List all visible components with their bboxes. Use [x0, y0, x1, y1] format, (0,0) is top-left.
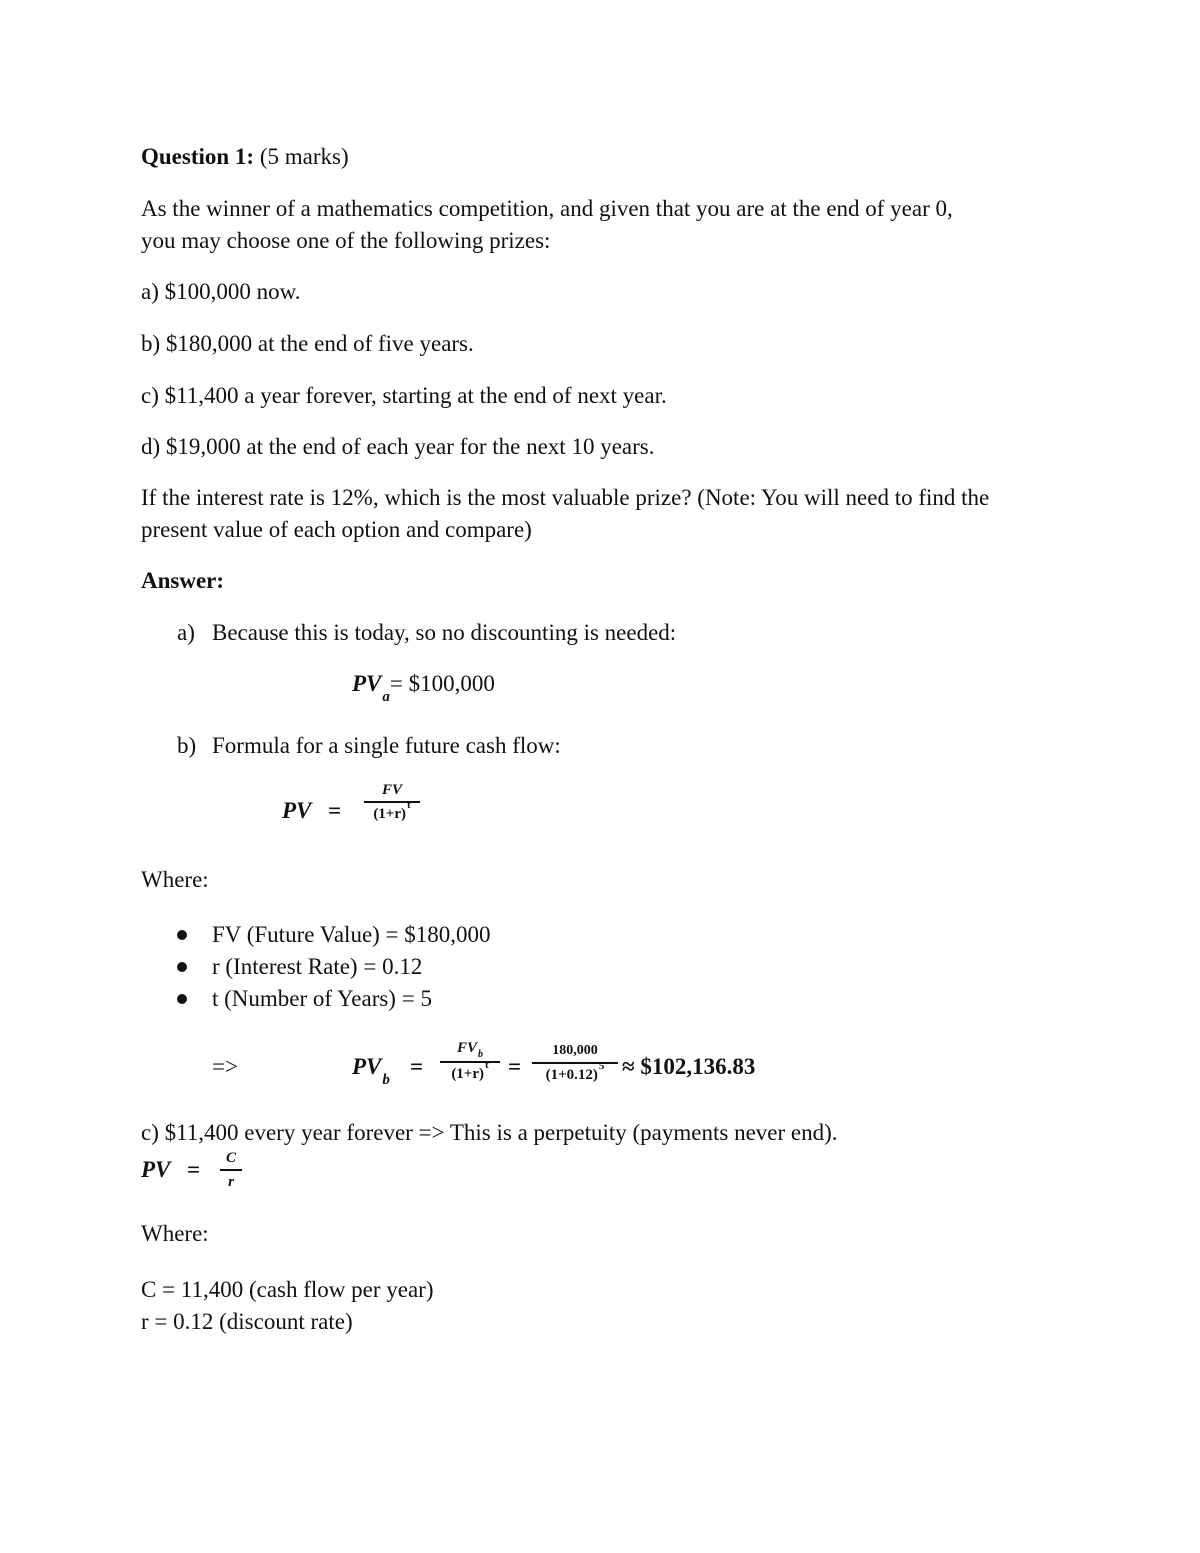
def-r: r = 0.12 (discount rate): [141, 1309, 353, 1334]
answer-b-marker: b): [177, 733, 197, 758]
calc-denominator-1-exp: t: [485, 1059, 489, 1071]
fraction-bar: [440, 1061, 500, 1063]
formula-equals: =: [328, 798, 342, 823]
bullet-icon: [177, 962, 187, 972]
pv-subscript: a: [382, 689, 390, 705]
fraction-bar: [220, 1169, 242, 1171]
bullet-fv: FV (Future Value) = $180,000: [212, 922, 491, 947]
calc-equals-2: =: [508, 1054, 522, 1079]
answer-b-text: Formula for a single future cash flow:: [212, 733, 561, 758]
calc-fraction-2: [532, 1042, 618, 1085]
bullet-r: r (Interest Rate) = 0.12: [212, 954, 423, 979]
where-label-b: Where:: [141, 867, 209, 892]
prompt-line2: present value of each option and compare): [141, 517, 532, 542]
pv-symbol: PV: [352, 671, 382, 696]
formula-pv: PV: [282, 798, 312, 823]
fraction-bar: [532, 1062, 618, 1064]
formula-fraction: [364, 781, 420, 824]
question-marks: (5 marks): [259, 144, 349, 169]
bullet-icon: [177, 930, 187, 940]
fraction-bar: [364, 801, 420, 803]
perpetuity-denominator: r: [228, 1174, 234, 1190]
formula-exponent: t: [407, 799, 411, 811]
option-c: c) $11,400 a year forever, starting at the end of next year.: [141, 383, 667, 408]
option-a: a) $100,000 now.: [141, 279, 301, 304]
calc-equals: =: [410, 1054, 424, 1079]
option-d: d) $19,000 at the end of each year for the next 10 years.: [141, 434, 655, 459]
answer-a-text: Because this is today, so no discounting is needed:: [212, 620, 677, 645]
where-label-c: Where:: [141, 1221, 209, 1246]
calc-denominator-1: $(1+r)^t$: [451, 1059, 489, 1082]
calc-denominator-2: $(1+0.12)^5$: [545, 1060, 605, 1083]
calc-arrow: =>: [212, 1054, 238, 1079]
bullet-t: t (Number of Years) = 5: [212, 986, 432, 1011]
prompt-line1: If the interest rate is 12%, which is the most valuable prize? (Note: You will need to find the: [141, 485, 990, 510]
calc-result: ≈ $102,136.83: [622, 1054, 756, 1079]
answer-heading: Answer:: [141, 568, 225, 593]
calc-pv: $PV_b$: [352, 1054, 390, 1088]
calc-numerator-1: $FV_b$: [456, 1040, 483, 1060]
question-title: Question 1: (5 marks): [141, 144, 349, 169]
answer-a-formula: [352, 668, 495, 703]
formula-numerator: FV: [381, 782, 402, 798]
def-c: C = 11,400 (cash flow per year): [141, 1277, 434, 1302]
calc-numerator-1-sub: b: [478, 1049, 483, 1060]
calc-denominator-2-exp: 5: [598, 1060, 605, 1072]
perpetuity-fraction: [220, 1149, 242, 1191]
pv-a-value: = $100,000: [389, 671, 495, 696]
option-b: b) $180,000 at the end of five years.: [141, 331, 474, 356]
answer-c-text: c) $11,400 every year forever => This is a perpetuity (payments never end).: [141, 1120, 838, 1145]
answer-a-marker: a): [177, 620, 195, 645]
calc-pv-subscript: b: [382, 1072, 390, 1088]
calc-numerator-2: 180,000: [552, 1043, 598, 1058]
question-intro-line1: As the winner of a mathematics competition, and given that you are at the end of year 0,: [141, 196, 953, 221]
perpetuity-numerator: C: [225, 1150, 236, 1166]
calc-fraction-1: [440, 1039, 500, 1084]
question-intro-line2: you may choose one of the following prizes:: [141, 228, 551, 253]
perpetuity-pv: PV: [141, 1157, 171, 1182]
perpetuity-equals: =: [187, 1157, 201, 1182]
bullet-icon: [177, 994, 187, 1004]
formula-denominator: $(1+r)^t$: [373, 799, 411, 822]
